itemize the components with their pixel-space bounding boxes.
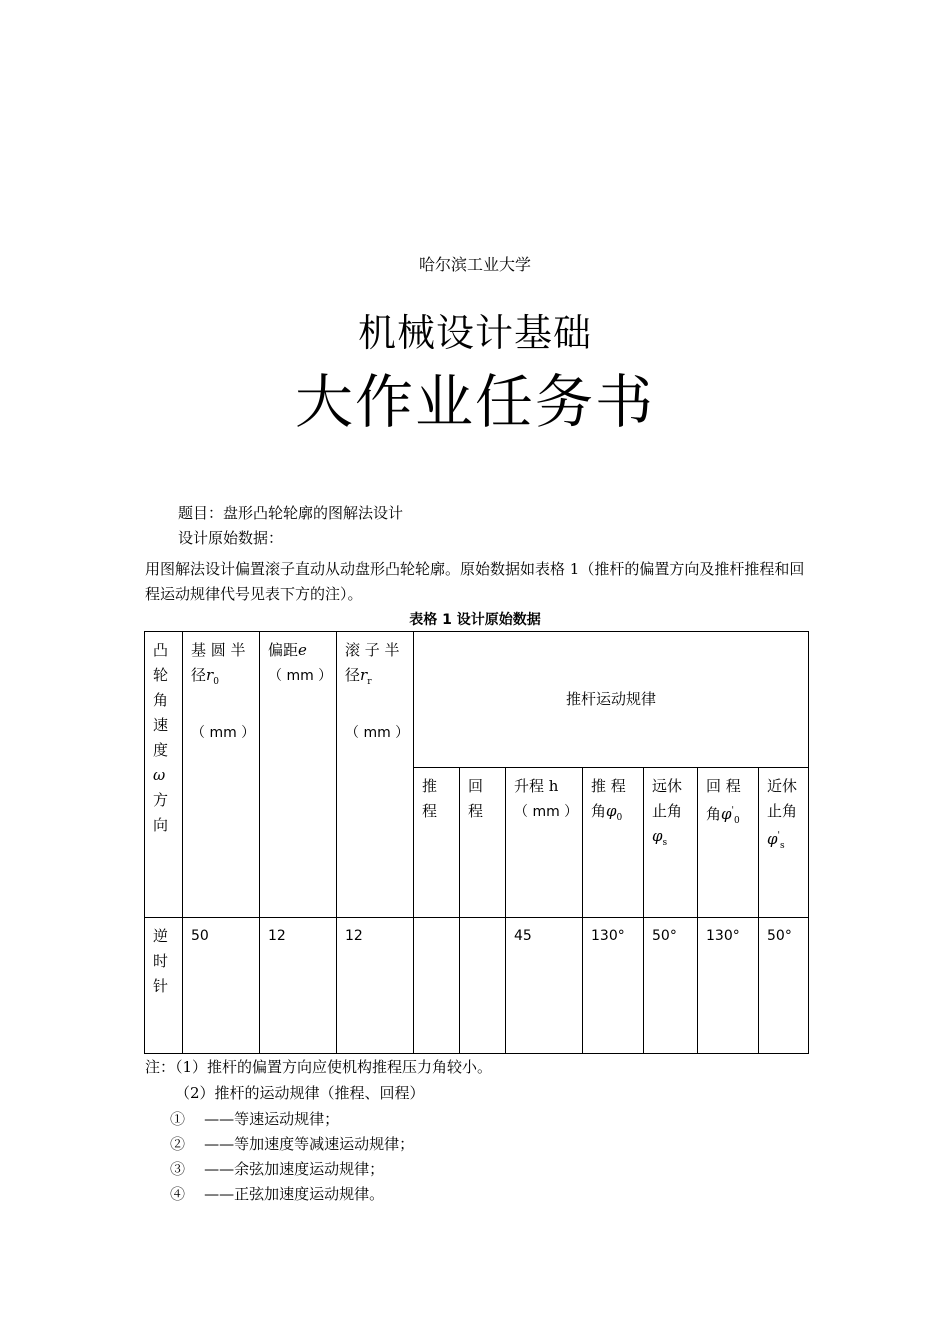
course-title: 机械设计基础 — [357, 311, 592, 355]
note-1: 注：（1）推杆的偏置方向应使机构推程压力角较小。 — [145, 1058, 493, 1076]
data-heading: 设计原始数据： — [178, 529, 284, 547]
topic-line: 题目：盘形凸轮轮廓的图解法设计 — [178, 504, 404, 522]
list-item: ② ——等加速度等减速运动规律； — [170, 1135, 415, 1153]
cell-direction: 逆时针 — [145, 918, 183, 1054]
list-item: ① ——等速运动规律； — [170, 1110, 340, 1128]
header-return-angle: 回 程 角$\varphi'_0$ — [698, 768, 759, 918]
cell-push-code — [414, 918, 460, 1054]
header-far-dwell: 远休止角 $\varphi_s$ — [644, 768, 698, 918]
cell-lift: 45 — [506, 918, 583, 1054]
cell-near-dwell: 50° — [759, 918, 809, 1054]
header-push-angle: 推 程 角$\varphi_0$ — [583, 768, 644, 918]
header-roller-radius: 滚 子 半 径$r_r$ （ mm ） — [337, 632, 414, 918]
cell-base-radius: 50 — [183, 918, 260, 1054]
cell-push-angle: 130° — [583, 918, 644, 1054]
header-motion-law: 推杆运动规律 — [414, 632, 809, 768]
table-row — [145, 918, 809, 1054]
header-return: 回程 — [460, 768, 506, 918]
cell-offset: 12 — [260, 918, 337, 1054]
cell-far-dwell: 50° — [644, 918, 698, 1054]
header-base-radius: 基 圆 半 径$r_0$ （ mm ） — [183, 632, 260, 918]
design-data-table — [144, 631, 809, 1054]
document-title: 大作业任务书 — [294, 368, 655, 436]
header-cam-direction: 凸轮角速度ω 方向 — [145, 632, 183, 918]
table-caption: 表格 1 设计原始数据 — [409, 612, 541, 628]
list-item: ④ ——正弦加速度运动规律。 — [170, 1185, 385, 1203]
cell-return-angle: 130° — [698, 918, 759, 1054]
header-lift: 升程 h （ mm ） — [506, 768, 583, 918]
header-push: 推程 — [414, 768, 460, 918]
header-near-dwell: 近休止角$\varphi'_s$ — [759, 768, 809, 918]
cell-return-code — [460, 918, 506, 1054]
university-name: 哈尔滨工业大学 — [418, 255, 531, 274]
cell-roller-radius: 12 — [337, 918, 414, 1054]
header-offset: 偏距e （ mm ） — [260, 632, 337, 918]
list-item: ③ ——余弦加速度运动规律； — [170, 1160, 385, 1178]
note-2: （2）推杆的运动规律（推程、回程） — [175, 1084, 425, 1102]
description-paragraph: 用图解法设计偏置滚子直动从动盘形凸轮轮廓。原始数据如表格 1（推杆的偏置方向及推杆推程和回程运动规律代号见表下方的注）。 — [145, 560, 805, 603]
